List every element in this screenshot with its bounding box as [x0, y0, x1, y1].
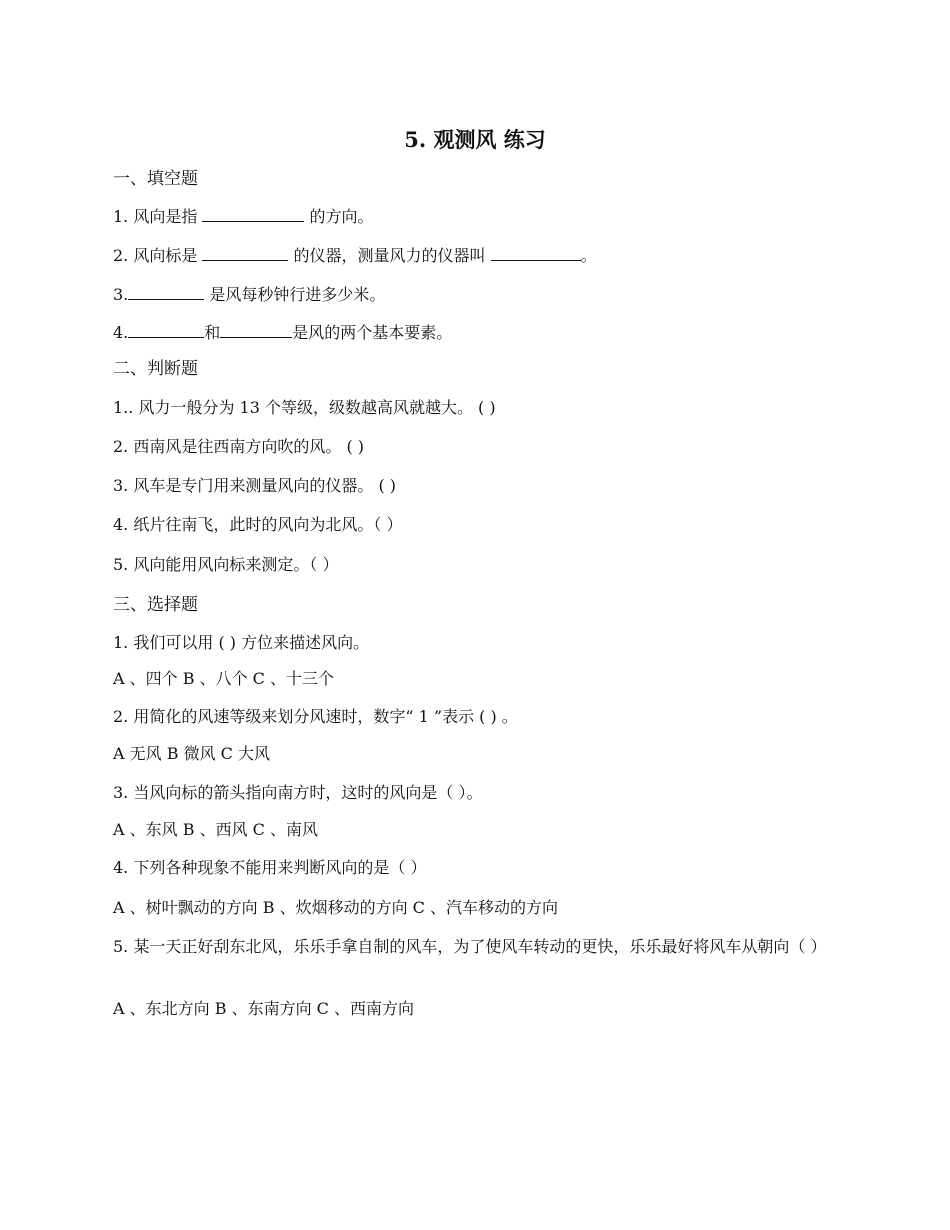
fill-blank-question-1 — [113, 205, 374, 228]
fill-blank-question-3 — [113, 283, 385, 306]
question-text: 是风的两个基本要素。 — [292, 323, 453, 342]
true-false-question-1: 1.. 风力一般分为 13 个等级，级数越高风就越大。 ( ) — [113, 398, 496, 417]
answer-blank[interactable] — [202, 205, 304, 222]
choice-question-3-options: A 、东风 B 、西风 C 、南风 — [113, 820, 318, 839]
choice-question-5-options: A 、东北方向 B 、东南方向 C 、西南方向 — [113, 999, 414, 1018]
section-multiple-choice-heading: 三、选择题 — [113, 595, 198, 615]
section-true-false-heading: 二、判断题 — [113, 359, 198, 379]
page-title: 5. 观测风 练习 — [404, 127, 546, 152]
true-false-question-5: 5. 风向能用风向标来测定。（ ） — [113, 555, 339, 574]
choice-question-2: 2. 用简化的风速等级来划分风速时，数字“ 1 ”表示 ( ) 。 — [113, 707, 518, 726]
question-text: 3. — [113, 285, 129, 304]
question-text: 2. 风向标是 — [113, 246, 203, 265]
answer-blank[interactable] — [128, 321, 204, 338]
true-false-question-3: 3. 风车是专门用来测量风向的仪器。 ( ) — [113, 476, 397, 495]
true-false-question-4: 4. 纸片往南飞，此时的风向为北风。（ ） — [113, 515, 403, 534]
question-text: 是风每秒钟行进多少米。 — [204, 285, 386, 304]
choice-question-4-options: A 、树叶飘动的方向 B 、炊烟移动的方向 C 、汽车移动的方向 — [113, 898, 558, 917]
choice-question-3: 3. 当风向标的箭头指向南方时，这时的风向是（ ）。 — [113, 783, 483, 802]
choice-question-2-options: A 无风 B 微风 C 大风 — [113, 744, 270, 763]
choice-question-5: 5. 某一天正好刮东北风，乐乐手拿自制的风车，为了使风车转动的更快，乐乐最好将风车从朝向（ ） — [113, 937, 827, 956]
choice-question-1: 1. 我们可以用 ( ) 方位来描述风向。 — [113, 633, 370, 652]
fill-blank-question-2 — [113, 244, 597, 267]
answer-blank[interactable] — [220, 321, 292, 338]
true-false-question-2: 2. 西南风是往西南方向吹的风。 ( ) — [113, 437, 365, 456]
question-text: 。 — [580, 246, 597, 265]
answer-blank[interactable] — [491, 244, 581, 261]
answer-blank[interactable] — [202, 244, 288, 261]
fill-blank-question-4 — [113, 321, 452, 344]
answer-blank[interactable] — [128, 283, 204, 300]
choice-question-1-options: A 、四个 B 、八个 C 、十三个 — [113, 669, 334, 688]
choice-question-4: 4. 下列各种现象不能用来判断风向的是（ ） — [113, 858, 427, 877]
section-fill-blank-heading: 一、填空题 — [113, 169, 198, 189]
question-text: 的仪器，测量风力的仪器叫 — [288, 246, 491, 265]
question-text: 1. 风向是指 — [113, 207, 203, 226]
question-text: 的方向。 — [304, 207, 374, 226]
question-text: 和 — [204, 323, 221, 342]
question-text: 4. — [113, 323, 129, 342]
